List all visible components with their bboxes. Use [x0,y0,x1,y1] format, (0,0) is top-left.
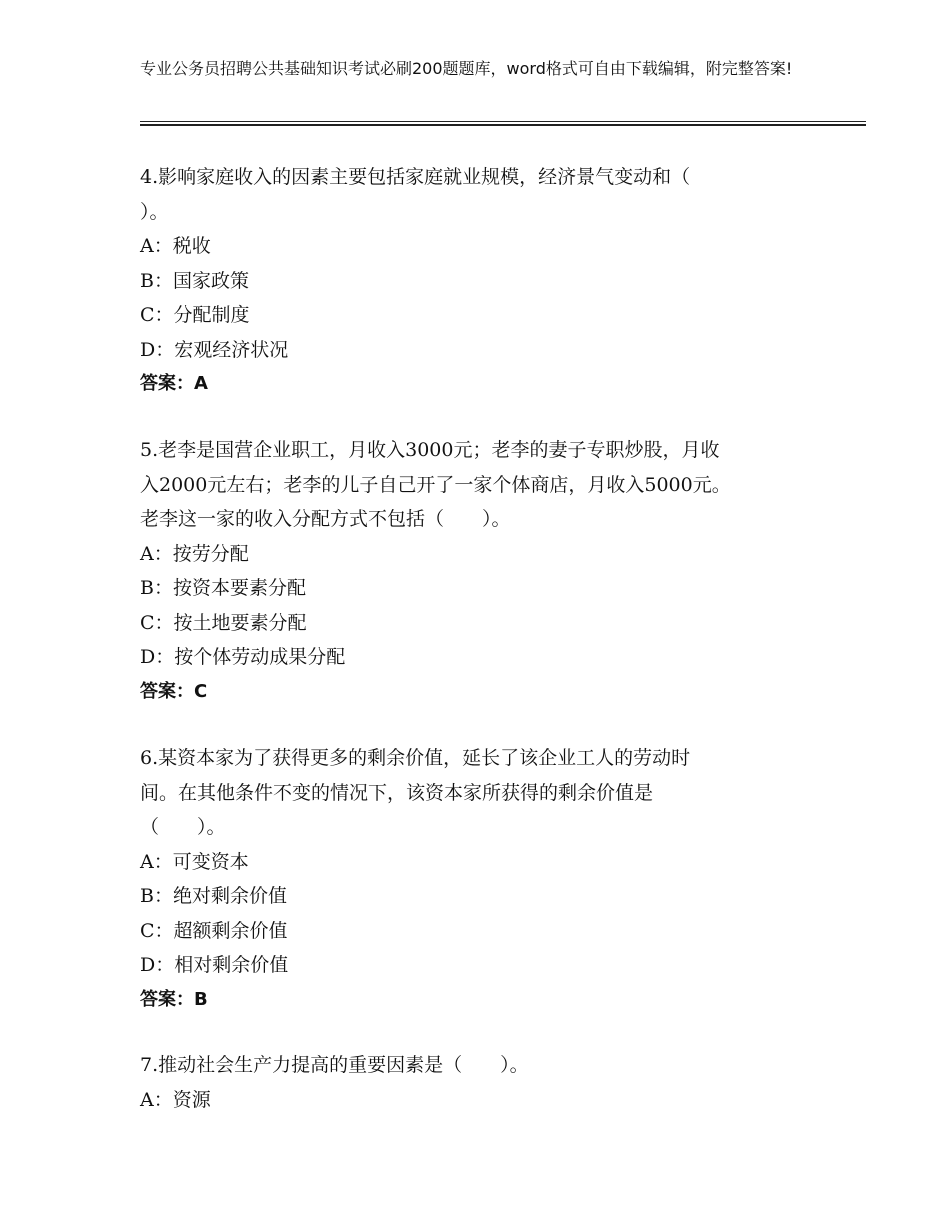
question-stem-line: （ ）。 [140,816,226,838]
question-stem-line: ）。 [140,200,169,223]
option-a: A：可变资本 [140,850,249,873]
answer-label: 答案：A [140,373,208,394]
question-stem-line: 4.影响家庭收入的因素主要包括家庭就业规模，经济景气变动和（ [140,166,691,188]
option-d: D：宏观经济状况 [140,338,289,361]
option-d: D：按个体劳动成果分配 [140,646,346,668]
option-a: A：按劳分配 [140,542,249,565]
option-b: B：按资本要素分配 [140,577,306,599]
question-stem-line: 5.老李是国营企业职工，月收入3000元；老李的妻子专职炒股，月收 [140,439,720,461]
header-text: 专业公务员招聘公共基础知识考试必刷200题题库，word格式可自由下载编辑，附完整答案! [140,59,793,78]
option-b: B：国家政策 [140,269,249,292]
answer-label: 答案：C [140,680,208,702]
question-stem-line: 7.推动社会生产力提高的重要因素是（ ）。 [140,1054,529,1076]
header-divider [140,121,866,126]
question-stem-line: 6.某资本家为了获得更多的剩余价值，延长了该企业工人的劳动时 [140,747,691,769]
question-4 [140,160,820,401]
question-6 [140,741,820,1017]
option-c: C：分配制度 [140,304,250,326]
option-c: C：按土地要素分配 [140,611,307,634]
option-a: A：资源 [140,1088,211,1111]
option-d: D：相对剩余价值 [140,954,289,976]
question-stem-line: 入2000元左右；老李的儿子自己开了一家个体商店，月收入5000元。 [140,473,731,496]
question-stem-line: 间。在其他条件不变的情况下，该资本家所获得的剩余价值是 [140,781,654,804]
answer-label: 答案：B [140,988,208,1010]
document-header [140,58,840,80]
question-stem-line: 老李这一家的收入分配方式不包括（ ）。 [140,508,511,530]
question-7 [140,1048,820,1117]
option-c: C：超额剩余价值 [140,919,288,942]
option-b: B：绝对剩余价值 [140,885,287,907]
option-a: A：税收 [140,235,211,257]
question-5 [140,433,820,709]
